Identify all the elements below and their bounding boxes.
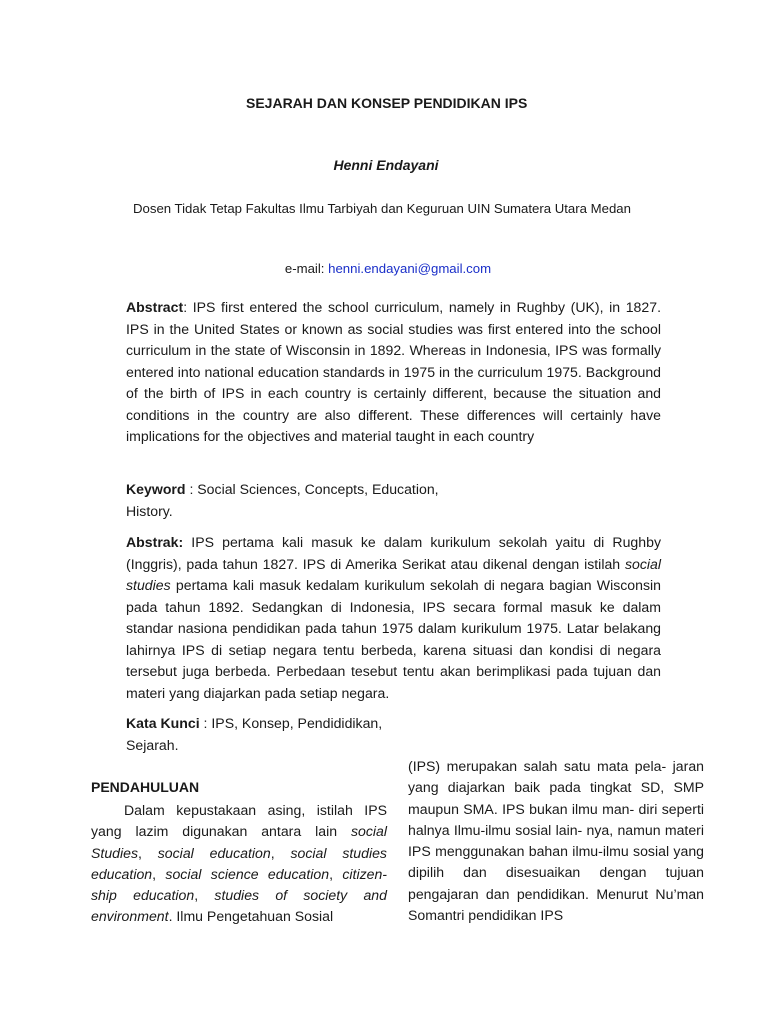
paper-title: SEJARAH DAN KONSEP PENDIDIKAN IPS [246,95,528,111]
intro-column-left [91,800,387,928]
kata-kunci-text: : IPS, Konsep, Pendididikan, Sejarah. [126,715,383,753]
intro-column-right: (IPS) merupakan salah satu mata pela- jaran yang diajarkan baik pada tingkat SD, SMP maupun SMA. IPS bukan ilmu man- diri seperti halnya Ilmu-ilmu sosial lain- nya, namun materi IPS menggunakan bahan ilmu-ilmu sosial yang dipilih dan disesuaikan dengan tujuan pengajaran dan pendidikan. Menurut Nu’man Somantri pendidikan IPS [408,758,704,924]
abstract-text: : IPS first entered the school curriculum, namely in Rughby (UK), in 1827. IPS in the United States or known as social studies was first entered into the school curriculum in the state of Wisconsin in 1892. Whereas in Indonesia, IPS was formally entered into national education standards in 1975 in the curriculum 1975. Background of the birth of IPS in each country is certainly different, because the situation and conditions in the country are also different. These differences will certainly have implications for the objectives and material taught in each country [126,299,661,444]
author-email [0,259,768,279]
abstrak-text-1: IPS pertama kali masuk ke dalam kurikulum sekolah yaitu di Rughby (Inggris), pada tahun 1827. IPS di Amerika Serikat atau dikenal dengan istilah [126,534,661,572]
section-heading-pendahuluan: PENDAHULUAN [91,779,200,795]
intro-term: social education [157,844,271,861]
intro-term: citizen- ship education [91,865,387,904]
intro-text: , [270,844,291,861]
keyword-label: Keyword [126,481,186,497]
intro-term: social Studies [91,823,387,861]
intro-term: social science education [165,865,330,882]
intro-term: social studies education [91,844,387,882]
author-name: Henni Endayani [333,157,439,173]
abstrak-italic-term: social studies [126,555,661,593]
email-link[interactable]: henni.endayani@gmail.com [328,261,492,276]
intro-text: . Ilmu Pengetahuan Sosial [168,908,334,925]
abstract-label: Abstract [126,299,184,315]
keywords-english [126,479,471,522]
keyword-text: : Social Sciences, Concepts, Education, History. [126,481,439,519]
intro-text: , [152,865,166,882]
abstrak-label: Abstrak: [126,534,184,550]
intro-text: , [138,844,158,861]
intro-text: , [194,887,215,904]
author-affiliation: Dosen Tidak Tetap Fakultas Ilmu Tarbiyah dan Keguruan UIN Sumatera Utara Medan [133,201,631,216]
intro-term: studies of society and environment [91,887,387,925]
intro-text: , [329,865,343,882]
abstract-indonesian [126,532,661,704]
abstract-english [126,297,661,448]
abstrak-text-2: pertama kali masuk kedalam kurikulum sekolah di negara bagian Wisconsin pada tahun 1892. Sedangkan di Indonesia, IPS secara formal masuk ke dalam standar nasiona pendidikan pada tahun 1975 dalam kurikulum 1975. Latar belakang lahirnya IPS di setiap negara tentu berbeda, karena situasi dan kondisi di negara tersebut juga berbeda. Perbedaan tesebut tentu akan berimplikasi pada tujuan dan materi yang diajarkan pada setiap negara. [126,577,661,701]
email-label: e-mail: [284,261,325,276]
intro-text: Dalam kepustakaan asing, istilah IPS yang lazim digunakan antara lain [91,802,387,840]
kata-kunci-label: Kata Kunci [126,715,200,731]
keywords-indonesian [126,713,406,756]
